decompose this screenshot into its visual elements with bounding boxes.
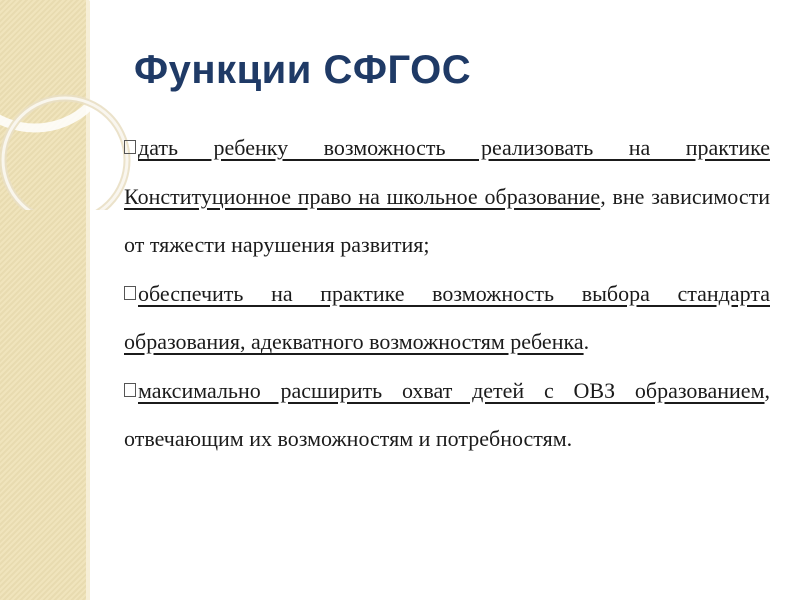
bullet-item xyxy=(124,124,770,270)
bullet-item-underlined-text: дать ребенку возможность реализовать на практике Конституционное право на школьное образование xyxy=(124,135,770,209)
bullet-item xyxy=(124,270,770,367)
bullet-box-icon xyxy=(124,140,136,154)
slide-title: Функции СФГОС xyxy=(134,48,472,92)
bullet-item-underlined-text: обеспечить на практике возможность выбора стандарта образования, адекватного возможностям ребенка xyxy=(124,280,770,354)
bullet-item-text: . xyxy=(583,329,590,354)
bullet-item-text: , отвечающим их возможностям и потребностям. xyxy=(124,377,770,451)
bullet-item xyxy=(124,367,770,464)
bullet-item-underlined-text: максимально расширить охват детей с ОВЗ образованием xyxy=(138,377,765,403)
bullet-box-icon xyxy=(124,383,136,397)
bullet-box-icon xyxy=(124,286,136,300)
slide-body xyxy=(124,124,770,464)
bullet-item-text: , вне зависимости от тяжести нарушения развития; xyxy=(124,183,770,257)
